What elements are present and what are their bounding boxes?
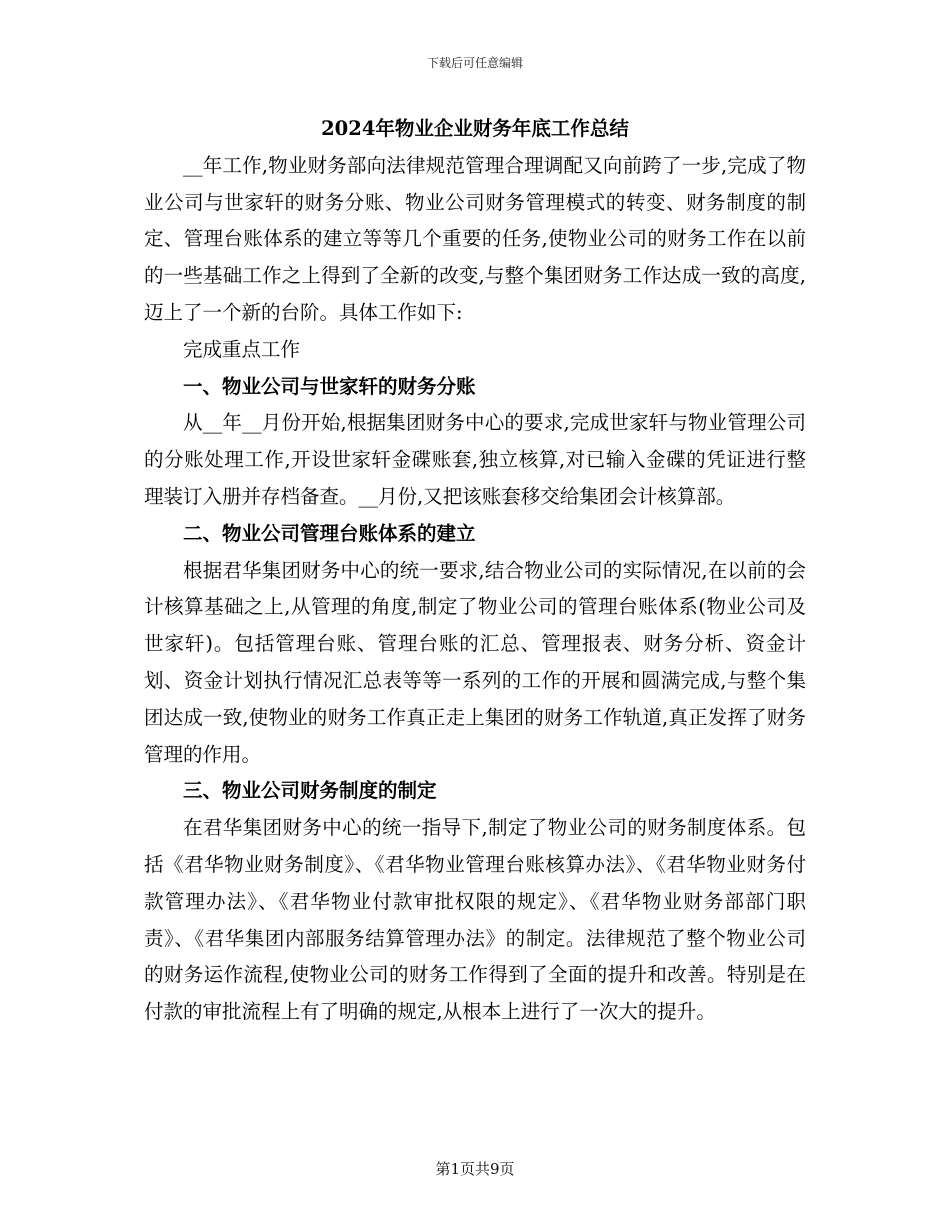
page-number: 第1页共9页: [435, 1160, 515, 1178]
document-title: 2024年物业企业财务年底工作总结: [321, 117, 629, 140]
intro-paragraph: __年工作,物业财务部向法律规范管理合理调配又向前跨了一步,完成了物业公司与世家轩的财务分账、物业公司财务管理模式的转变、财务制度的制定、管理台账体系的建立等等几个重要的任务,使物业公司的财务工作在以前的一些基础工作之上得到了全新的改变,与整个集团财务工作达成一致的高度,迈上了一个新的台阶。具体工作如下:: [144, 153, 806, 324]
section-paragraph: 从__年__月份开始,根据集团财务中心的要求,完成世家轩与物业管理公司的分账处理工作,开设世家轩金碟账套,独立核算,对已输入金碟的凭证进行整理装订入册并存档备查。__月份,又把该账套移交给集团会计核算部。: [144, 411, 806, 508]
document-body: [144, 111, 806, 1031]
section-paragraph: 根据君华集团财务中心的统一要求,结合物业公司的实际情况,在以前的会计核算基础之上,从管理的角度,制定了物业公司的管理台账体系(物业公司及世家轩)。包括管理台账、管理台账的汇总、管理报表、财务分析、资金计划、资金计划执行情况汇总表等等一系列的工作的开展和圆满完成,与整个集团达成一致,使物业的财务工作真正走上集团的财务工作轨道,真正发挥了财务管理的作用。: [144, 558, 806, 766]
section-heading: 二、物业公司管理台账体系的建立: [183, 521, 476, 545]
section-label: 完成重点工作: [183, 337, 301, 361]
section-heading: 一、物业公司与世家轩的财务分账: [183, 374, 476, 398]
header-note: 下载后可任意编辑: [426, 56, 523, 70]
section-paragraph: 在君华集团财务中心的统一指导下,制定了物业公司的财务制度体系。包括《君华物业财务制度》、《君华物业管理台账核算办法》、《君华物业财务付款管理办法》、《君华物业付款审批权限的规定》、《君华物业财务部部门职责》、《君华集团内部服务结算管理办法》的制定。法律规范了整个物业公司的财务运作流程,使物业公司的财务工作得到了全面的提升和改善。特别是在付款的审批流程上有了明确的规定,从根本上进行了一次大的提升。: [144, 816, 806, 1024]
section-heading: 三、物业公司财务制度的制定: [183, 779, 437, 803]
